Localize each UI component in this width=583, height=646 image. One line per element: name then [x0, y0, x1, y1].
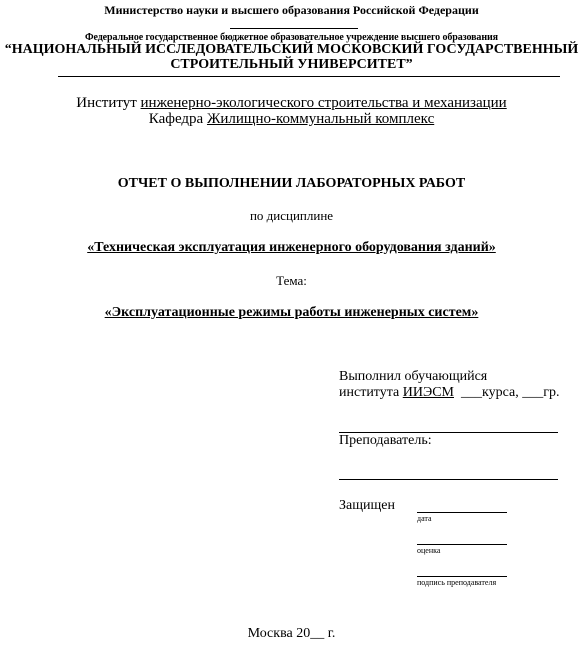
institute-prefix: Институт	[76, 95, 141, 111]
year-suffix: г.	[324, 626, 336, 641]
group-label: гр.	[543, 385, 560, 400]
discipline-prefix: по дисциплине	[249, 208, 334, 223]
student-institute-line	[339, 385, 559, 401]
grade-rule	[417, 544, 507, 545]
teacher-signature-label: подпись преподавателя	[417, 578, 497, 587]
defended-label: Защищен	[339, 498, 395, 513]
date-rule	[417, 512, 507, 513]
teacher-sign-rule	[417, 576, 507, 577]
header-rule	[58, 76, 560, 77]
institute-name: инженерно-экологического строительства и механизации	[140, 95, 507, 111]
institution-type-line: Федеральное государственное бюджетное образовательное учреждение высшего образования	[85, 32, 498, 43]
course-label: курса,	[482, 385, 523, 400]
discipline-name: «Техническая эксплуатация инженерного оборудования зданий»	[87, 240, 496, 255]
header-short-rule	[230, 28, 358, 29]
institute-line	[0, 95, 583, 112]
university-name-line1: “НАЦИОНАЛЬНЫЙ ИССЛЕДОВАТЕЛЬСКИЙ МОСКОВСКИЙ ГОСУДАРСТВЕННЫЙ	[4, 42, 579, 57]
performed-by-label: Выполнил обучающийся	[339, 369, 488, 384]
topic-name: «Эксплуатационные режимы работы инженерных систем»	[104, 305, 479, 320]
department-name: Жилищно-коммунальный комплекс	[206, 111, 435, 127]
date-label: дата	[417, 514, 432, 523]
course-blank: ___	[461, 385, 482, 400]
report-title: ОТЧЕТ О ВЫПОЛНЕНИИ ЛАБОРАТОРНЫХ РАБОТ	[117, 176, 466, 191]
teacher-label: Преподаватель:	[339, 433, 432, 448]
university-name-line2: СТРОИТЕЛЬНЫЙ УНИВЕРСИТЕТ”	[170, 57, 413, 72]
department-line	[0, 111, 583, 128]
city-year-prefix: Москва 20	[247, 626, 311, 641]
year-blank: __	[310, 626, 325, 641]
grade-label: оценка	[417, 546, 441, 555]
institute-abbr: ИИЭСМ	[402, 385, 454, 400]
department-prefix: Кафедра	[148, 111, 207, 127]
group-blank: ___	[522, 385, 544, 400]
topic-label: Тема:	[276, 273, 307, 288]
institute-prefix-label: института	[339, 385, 403, 400]
ministry-line: Министерство науки и высшего образования Российской Федерации	[104, 3, 479, 17]
footer-city-year	[0, 626, 583, 642]
teacher-signature-rule	[339, 479, 558, 480]
